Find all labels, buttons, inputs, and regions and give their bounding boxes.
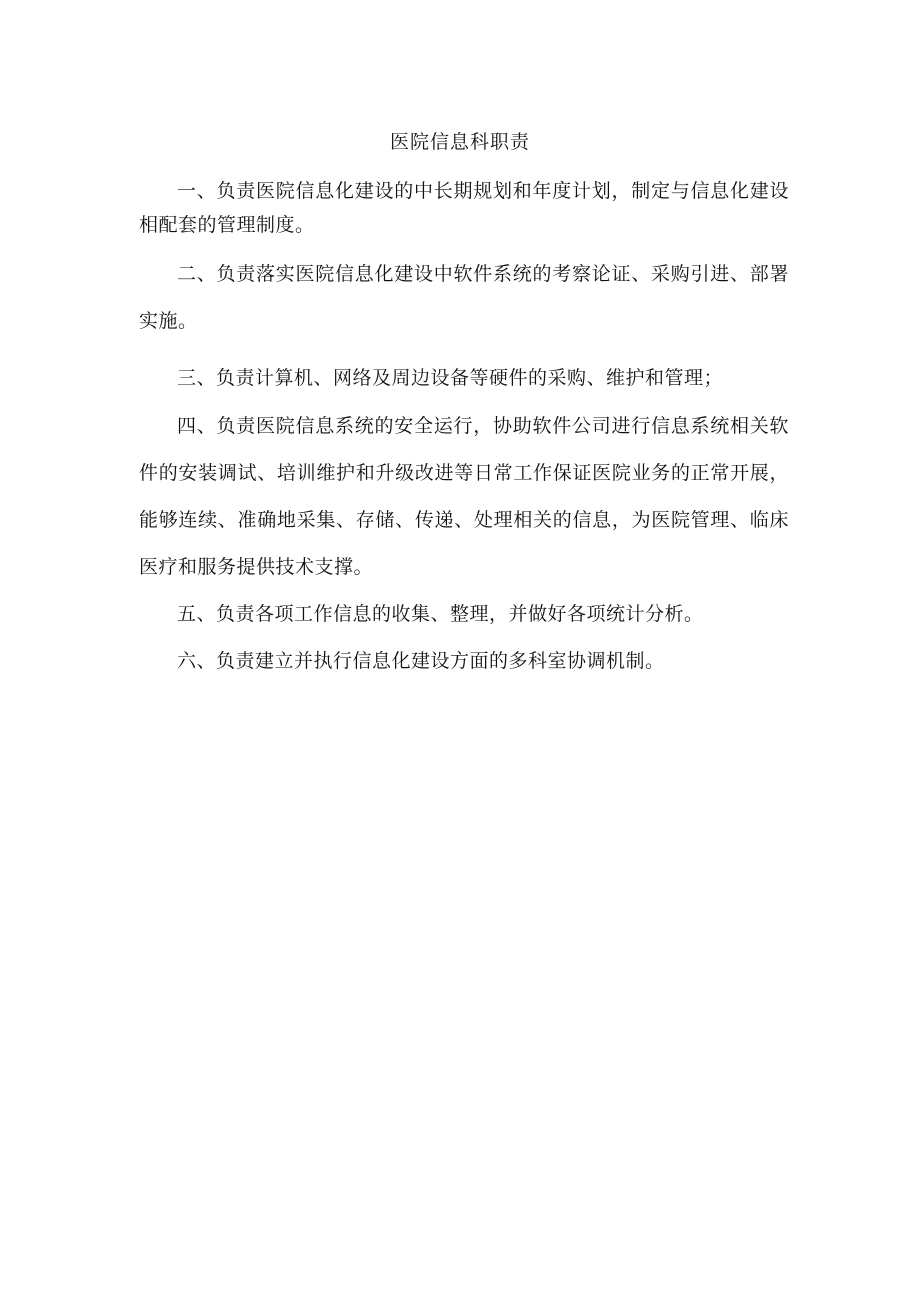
duty-paragraph-4: 四、负责医院信息系统的安全运行，协助软件公司进行信息系统相关软件的安装调试、培训维护和升级改进等日常工作保证医院业务的正常开展，能够连续、准确地采集、存储、传递、处理相关的信息，为医院管理、临床医疗和服务提供技术支撑。 [139, 415, 789, 578]
duty-paragraph-5: 五、负责各项工作信息的收集、整理，并做好各项统计分析。 [177, 603, 704, 625]
duty-paragraph-6: 六、负责建立并执行信息化建设方面的多科室协调机制。 [177, 650, 665, 672]
duty-paragraph-1: 一、负责医院信息化建设的中长期规划和年度计划，制定与信息化建设相配套的管理制度。 [139, 180, 789, 236]
duty-paragraph-3: 三、负责计算机、网络及周边设备等硬件的采购、维护和管理； [177, 367, 724, 389]
page-title: 医院信息科职责 [389, 131, 530, 153]
duty-paragraph-2: 二、负责落实医院信息化建设中软件系统的考察论证、采购引进、部署实施。 [139, 263, 789, 332]
document-body [139, 174, 789, 685]
